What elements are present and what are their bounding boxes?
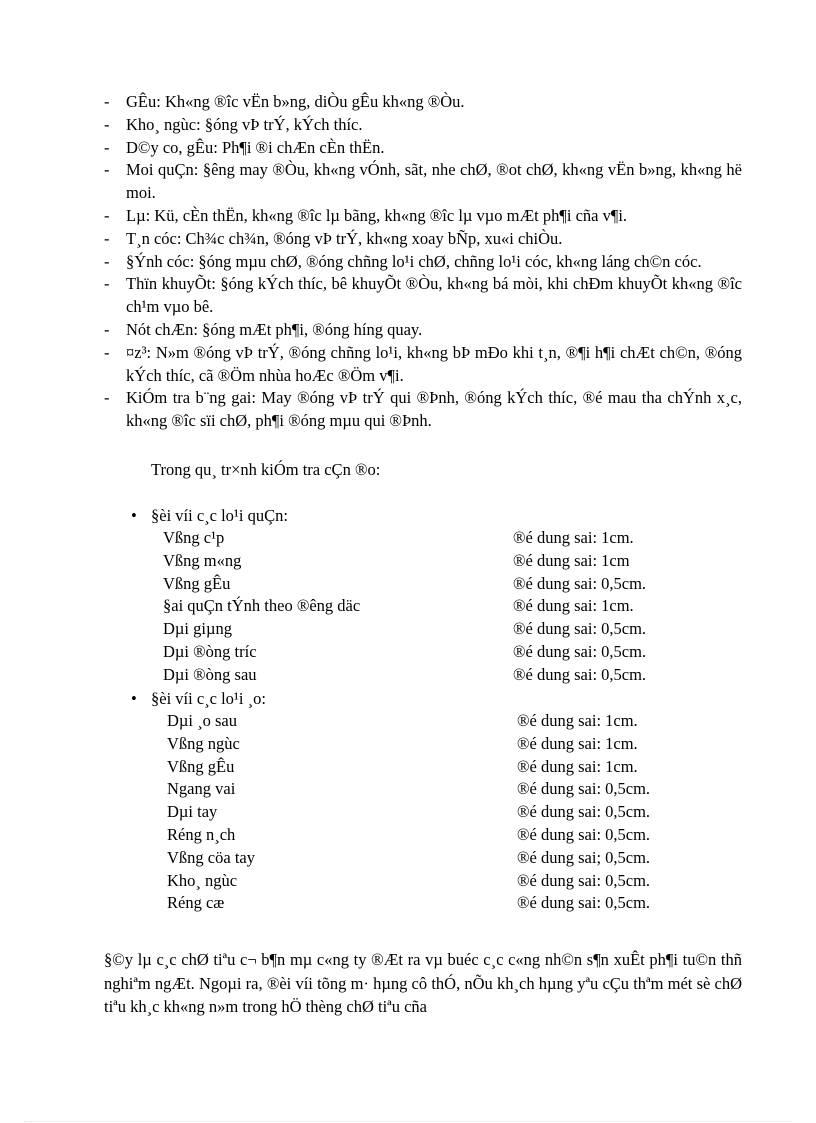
- tolerance-value: ®é dung sai: 0,5cm.: [513, 573, 647, 593]
- list-item: - GÊu: Kh«ng ®îc vËn b»ng, diÒu gÊu kh«ng ®Òu.: [104, 91, 742, 114]
- list-item: - Moi quÇn: §êng may ®Òu, kh«ng vÓnh, sãt, nhe chØ, ®ot chØ, kh«ng vËn b»ng, kh«ng hë moi.: [104, 159, 742, 205]
- quality-criteria-list: [104, 91, 742, 433]
- list-item: - §Ýnh cóc: §óng mµu chØ, ®óng chñng lo¹i chØ, chñng lo¹i cóc, kh«ng láng ch©n cóc.: [104, 251, 742, 274]
- section-title-shirts: [131, 688, 266, 711]
- measurement-label: Vßng cöa tay: [167, 847, 255, 867]
- tolerance-value: ®é dung sai: 1cm.: [517, 756, 638, 776]
- measurement-label: Vßng c¹p: [163, 528, 225, 547]
- tolerance-value: ®é dung sai: 1cm.: [513, 596, 634, 616]
- measurement-label: Dµi giµng: [163, 619, 232, 639]
- tolerance-value: ®é dung sai: 0,5cm.: [517, 779, 651, 799]
- tolerance-value: ®é dung sai: 0,5cm.: [513, 642, 647, 661]
- tolerance-value: ®é dung sai: 0,5cm.: [513, 619, 647, 639]
- tolerance-value: ®é dung sai: 1cm.: [517, 733, 638, 753]
- list-item: - Thïn khuyÕt: §óng kÝch thíc, bê khuyÕt ®Òu, kh«ng bá mòi, khi chÐm khuyÕt kh«ng ®îc ch¹m vµo bê.: [104, 273, 742, 319]
- measurement-label: Kho¸ ngùc: [167, 870, 238, 890]
- tolerance-value: ®é dung sai: 0,5cm.: [517, 870, 651, 890]
- bullet-icon: •: [131, 506, 137, 525]
- section-title-text: §èi víi c¸c lo¹i quÇn:: [151, 506, 288, 525]
- measurement-label: Vßng m«ng: [163, 550, 242, 570]
- tolerance-value: ®é dung sai; 0,5cm.: [517, 847, 651, 867]
- measurement-label: Dµi ¸o sau: [167, 711, 237, 730]
- list-item: - Lµ: Kü, cÈn thËn, kh«ng ®îc lµ bãng, kh«ng ®îc lµ vµo mÆt ph¶i cña v¶i.: [104, 205, 742, 228]
- tolerance-value: ®é dung sai: 1cm.: [513, 528, 634, 547]
- measurement-label: §ai quÇn tÝnh theo ®êng däc: [163, 596, 361, 616]
- closing-paragraph: §©y lµ c¸c chØ tiªu c¬ b¶n mµ c«ng ty ®Æt ra vµ buéc c¸c c«ng nh©n s¶n xuÊt ph¶i tu©n thñ nghiªm ngÆt. Ngoµi ra, ®èi víi tõng m· hµng cô thÓ, nÕu kh¸ch hµng yªu cÇu thªm mét sè chØ tiªu kh¸c kh«ng n»m trong hÖ thèng chØ tiªu cña: [104, 950, 742, 1016]
- tolerance-value: ®é dung sai: 0,5cm.: [517, 893, 651, 913]
- measurement-label: Dµi tay: [167, 802, 218, 822]
- measurement-label: Réng n¸ch: [167, 825, 236, 844]
- measurement-label: Réng cæ: [167, 893, 225, 913]
- list-item: - KiÓm tra b¨ng gai: May ®óng vÞ trÝ qui ®Þnh, ®óng kÝch thíc, ®é mau tha chÝnh x¸c, kh«ng ®îc sïi chØ, ph¶i ®óng mµu qui ®Þnh.: [104, 387, 742, 433]
- section-title-text: §èi víi c¸c lo¹i ¸o:: [151, 689, 266, 708]
- list-item: - T¸n cóc: Ch¾c ch¾n, ®óng vÞ trÝ, kh«ng xoay bÑp, xu«i chiÒu.: [104, 228, 742, 251]
- list-item: - Kho¸ ngùc: §óng vÞ trÝ, kÝch thíc.: [104, 114, 742, 137]
- measurement-label: Vßng ngùc: [167, 733, 240, 753]
- measurement-label: Dµi ®òng tríc: [163, 642, 257, 661]
- list-item: - ¤z³: N»m ®óng vÞ trÝ, ®óng chñng lo¹i, kh«ng bÞ mÐo khi t¸n, ®¶i h¶i chÆt ch©n, ®óng kÝch thíc, cã ®Öm nhùa hoÆc ®Öm v¶i.: [104, 342, 742, 388]
- tolerance-value: ®é dung sai: 0,5cm.: [513, 664, 647, 684]
- section-title-trousers: [131, 505, 288, 528]
- measurement-label: Vßng gÊu: [167, 756, 235, 776]
- list-item: - Nót chÆn: §óng mÆt ph¶i, ®óng híng quay.: [104, 319, 742, 342]
- bullet-icon: •: [131, 689, 137, 708]
- page-bottom-divider: [24, 1121, 792, 1122]
- list-item: - D©y co, gÊu: Ph¶i ®i chÆn cÈn thËn.: [104, 137, 742, 160]
- tolerance-value: ®é dung sai: 1cm: [513, 550, 630, 570]
- measurement-label: Dµi ®òng sau: [163, 664, 257, 684]
- measurement-label: Ngang vai: [167, 779, 236, 799]
- tolerance-value: ®é dung sai: 0,5cm.: [517, 802, 651, 822]
- tolerance-value: ®é dung sai: 0,5cm.: [517, 825, 651, 844]
- measurement-label: Vßng gÊu: [163, 573, 231, 593]
- intro-line: Trong qu¸ tr×nh kiÓm tra cÇn ®o:: [151, 460, 381, 479]
- tolerance-value: ®é dung sai: 1cm.: [517, 711, 638, 730]
